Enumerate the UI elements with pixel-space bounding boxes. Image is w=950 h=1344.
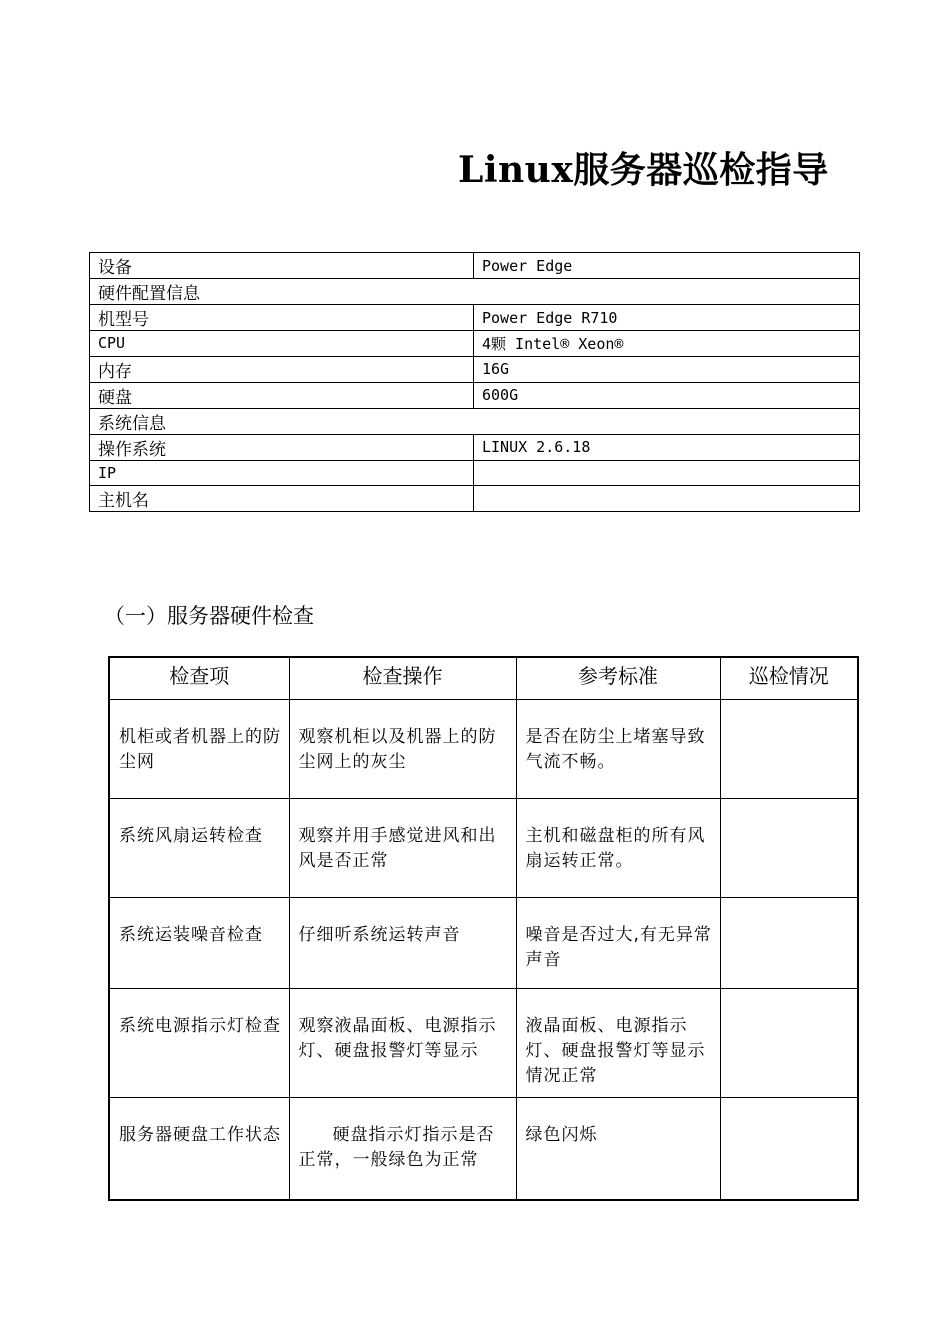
info-label: 机型号 xyxy=(90,305,474,331)
info-label: CPU xyxy=(90,331,474,357)
info-label: IP xyxy=(90,460,474,486)
check-operation: 仔细听系统运转声音 xyxy=(289,898,516,989)
header-check-operation: 检查操作 xyxy=(289,657,516,700)
info-section-label: 系统信息 xyxy=(90,408,860,434)
check-status xyxy=(720,989,858,1098)
info-value: LINUX 2.6.18 xyxy=(474,434,860,460)
info-row-hostname xyxy=(90,486,860,512)
check-item: 服务器硬盘工作状态 xyxy=(109,1098,289,1200)
check-standard: 主机和磁盘柜的所有风扇运转正常。 xyxy=(516,799,720,898)
check-header-row xyxy=(109,657,858,700)
section-heading: （一）服务器硬件检查 xyxy=(104,604,314,628)
info-row-os xyxy=(90,434,860,460)
check-status xyxy=(720,898,858,989)
table-row xyxy=(109,700,858,799)
info-value: Power Edge xyxy=(474,253,860,279)
info-label: 硬盘 xyxy=(90,382,474,408)
info-row-cpu xyxy=(90,331,860,357)
check-status xyxy=(720,700,858,799)
info-value: 16G xyxy=(474,356,860,382)
table-row xyxy=(109,1098,858,1200)
check-item: 系统电源指示灯检查 xyxy=(109,989,289,1098)
hardware-check-table xyxy=(108,656,859,1201)
info-value: Power Edge R710 xyxy=(474,305,860,331)
info-label: 操作系统 xyxy=(90,434,474,460)
info-section-row-hardware xyxy=(90,279,860,305)
page-title: Linux服务器巡检指导 xyxy=(458,149,829,191)
device-info-table xyxy=(89,252,860,512)
header-check-item: 检查项 xyxy=(109,657,289,700)
check-status xyxy=(720,799,858,898)
info-label: 主机名 xyxy=(90,486,474,512)
check-standard: 噪音是否过大,有无异常声音 xyxy=(516,898,720,989)
check-item: 系统风扇运转检查 xyxy=(109,799,289,898)
check-item: 系统运装噪音检查 xyxy=(109,898,289,989)
info-section-label: 硬件配置信息 xyxy=(90,279,860,305)
info-row-memory xyxy=(90,356,860,382)
check-standard: 绿色闪烁 xyxy=(516,1098,720,1200)
table-row xyxy=(109,799,858,898)
info-row-model xyxy=(90,305,860,331)
check-item: 机柜或者机器上的防尘网 xyxy=(109,700,289,799)
info-section-row-system xyxy=(90,408,860,434)
info-value xyxy=(474,486,860,512)
check-status xyxy=(720,1098,858,1200)
table-row xyxy=(109,898,858,989)
info-row-device xyxy=(90,253,860,279)
info-label: 设备 xyxy=(90,253,474,279)
info-value: 4颗 Intel® Xeon® xyxy=(474,331,860,357)
check-operation: 硬盘指示灯指示是否正常，一般绿色为正常 xyxy=(289,1098,516,1200)
check-standard: 液晶面板、电源指示灯、硬盘报警灯等显示情况正常 xyxy=(516,989,720,1098)
info-row-disk xyxy=(90,382,860,408)
info-label: 内存 xyxy=(90,356,474,382)
header-inspection-status: 巡检情况 xyxy=(720,657,858,700)
check-operation: 观察并用手感觉进风和出风是否正常 xyxy=(289,799,516,898)
table-row xyxy=(109,989,858,1098)
header-reference-standard: 参考标准 xyxy=(516,657,720,700)
info-value: 600G xyxy=(474,382,860,408)
info-row-ip xyxy=(90,460,860,486)
check-operation: 观察液晶面板、电源指示灯、硬盘报警灯等显示 xyxy=(289,989,516,1098)
check-standard: 是否在防尘上堵塞导致气流不畅。 xyxy=(516,700,720,799)
info-value xyxy=(474,460,860,486)
check-operation: 观察机柜以及机器上的防尘网上的灰尘 xyxy=(289,700,516,799)
